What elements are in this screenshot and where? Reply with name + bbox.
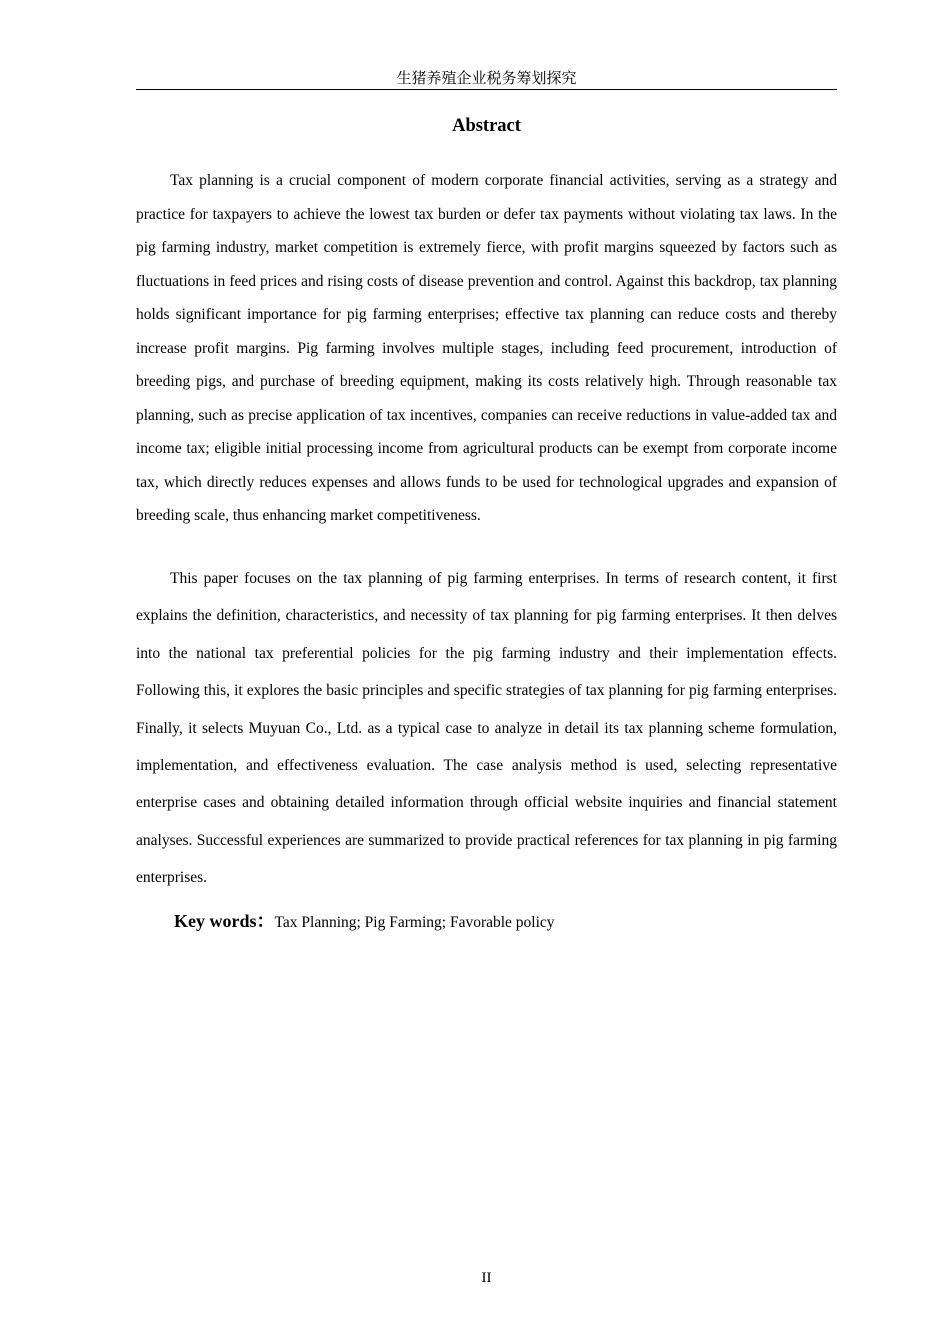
keywords-line	[174, 907, 834, 937]
abstract-paragraph-2: This paper focuses on the tax planning of pig farming enterprises. In terms of research content, it first explains the definition, characteristics, and necessity of tax planning for pig farming enterprises. It then delves into the national tax preferential policies for the pig farming industry and their implementation effects. Following this, it explores the basic principles and specific strategies of tax planning for pig farming enterprises. Finally, it selects Muyuan Co., Ltd. as a typical case to analyze in detail its tax planning scheme formulation, implementation, and effectiveness evaluation. The case analysis method is used, selecting representative enterprise cases and obtaining detailed information through official website inquiries and financial statement analyses. Successful experiences are summarized to provide practical references for tax planning in pig farming enterprises.	[136, 570, 837, 887]
keywords-text: Tax Planning; Pig Farming; Favorable policy	[274, 914, 555, 931]
keywords-label: Key words：	[174, 911, 275, 931]
page-number: II	[481, 1270, 492, 1286]
running-header-title: 生猪养殖企业税务筹划探究	[396, 69, 577, 87]
running-header	[136, 67, 837, 90]
abstract-title: Abstract	[452, 116, 521, 136]
abstract-paragraph-1: Tax planning is a crucial component of modern corporate financial activities, serving as a strategy and practice for taxpayers to achieve the lowest tax burden or defer tax payments without violating tax laws. In the pig farming industry, market competition is extremely fierce, with profit margins squeezed by factors such as fluctuations in feed prices and rising costs of disease prevention and control. Against this backdrop, tax planning holds significant importance for pig farming enterprises; effective tax planning can reduce costs and thereby increase profit margins. Pig farming involves multiple stages, including feed procurement, introduction of breeding pigs, and purchase of breeding equipment, making its costs relatively high. Through reasonable tax planning, such as precise application of tax incentives, companies can receive reductions in value-added tax and income tax; eligible initial processing income from agricultural products can be exempt from corporate income tax, which directly reduces expenses and allows funds to be used for technological upgrades and expansion of breeding scale, thus enhancing market competitiveness.	[136, 172, 837, 524]
